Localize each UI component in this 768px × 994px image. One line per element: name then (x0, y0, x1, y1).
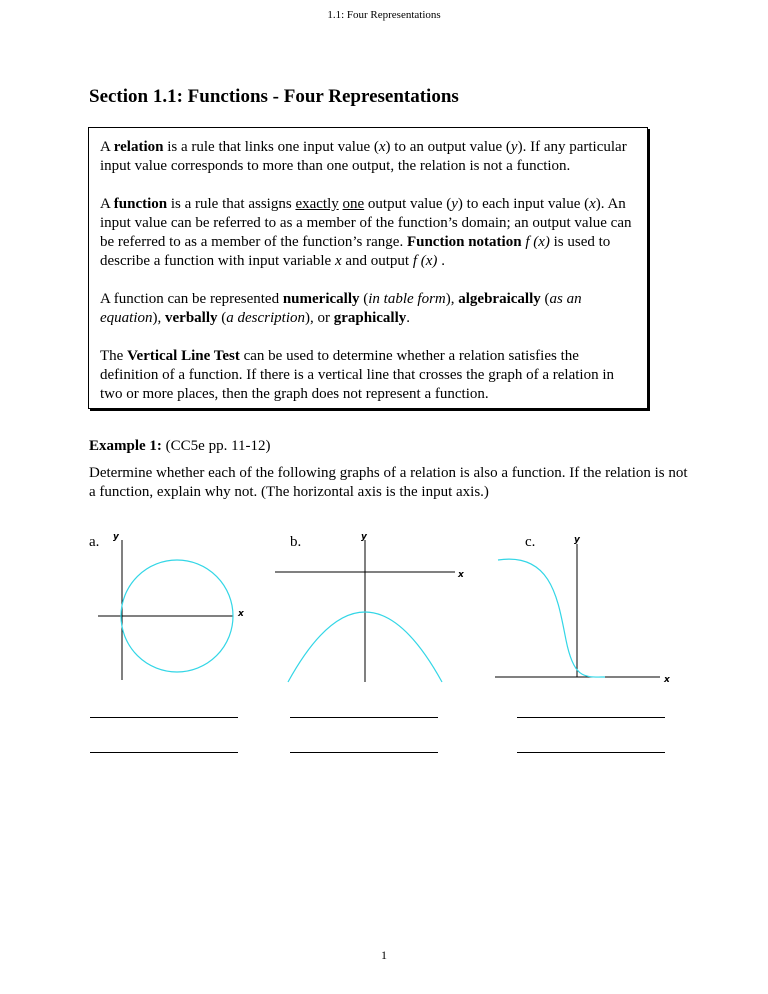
graph-c-x-label: x (664, 675, 670, 685)
graph-b-x-label: x (458, 570, 464, 580)
graph-b-label: b. (290, 534, 302, 550)
vertical-line-test-definition: The Vertical Line Test can be used to determine whether a relation satisfies the definition of a function. If there is a vertical line that crosses the graph of a relation in two or more places, then the graph does not represent a function. (100, 348, 614, 402)
relation-definition: A relation is a rule that links one input value (x) to an output value (y). If any particular input value corresponds to more than one output, the relation is not a function. (100, 139, 627, 174)
answer-line-a-1[interactable] (90, 717, 238, 718)
example-instructions: Determine whether each of the following graphs of a relation is also a function. If the relation is not a function, explain why not. (The horizontal axis is the input axis.) (89, 465, 688, 500)
answer-line-b-2[interactable] (290, 752, 438, 753)
page-number: 1 (381, 948, 387, 962)
graph-c-s-curve (498, 559, 605, 677)
graph-b-y-label: y (361, 532, 367, 542)
section-title: Section 1.1: Functions - Four Representations (89, 86, 459, 107)
running-header: 1.1: Four Representations (327, 9, 441, 21)
graph-b (270, 530, 470, 685)
function-definition: A function is a rule that assigns exactly one output value (y) to each input value (x). An input value can be referred to as a member of the function’s domain; an output value can be referred to as a member of the function’s range. Function notation f (x) is used to describe a function with input variable x and output f (x) . (100, 196, 632, 269)
example-heading: Example 1: (CC5e pp. 11-12) (89, 438, 271, 454)
answer-line-c-1[interactable] (517, 717, 665, 718)
representations-definition: A function can be represented numerically (in table form), algebraically (as an equation), verbally (a description), or graphically. (100, 291, 582, 326)
graph-a (95, 530, 245, 685)
graph-c (490, 530, 675, 685)
graph-a-label: a. (89, 534, 100, 550)
answer-line-c-2[interactable] (517, 752, 665, 753)
definition-box (88, 127, 648, 409)
graph-a-x-label: x (238, 609, 244, 619)
graph-c-y-label: y (574, 535, 580, 545)
graph-c-label: c. (525, 534, 536, 550)
answer-line-b-1[interactable] (290, 717, 438, 718)
graph-a-y-label: y (113, 532, 119, 542)
answer-line-a-2[interactable] (90, 752, 238, 753)
